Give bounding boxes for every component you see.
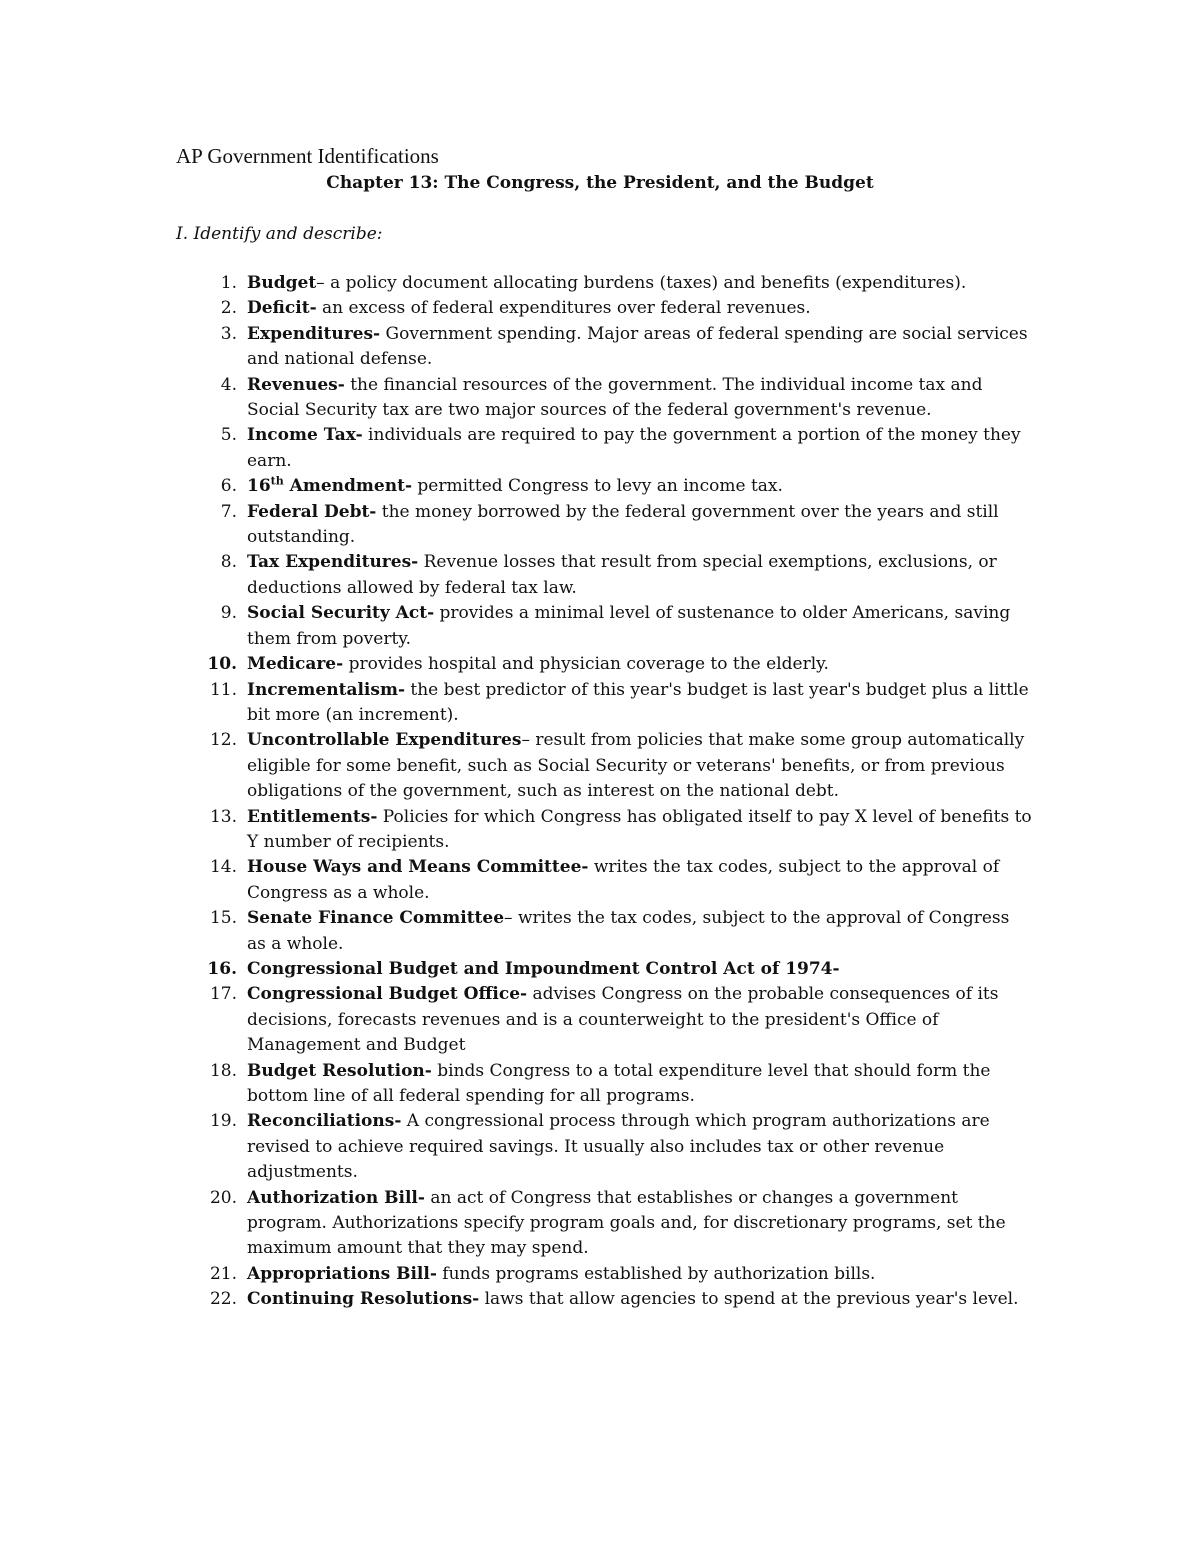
item-term: Incrementalism- bbox=[247, 679, 405, 700]
item-number: 5. bbox=[220, 425, 237, 446]
list-item bbox=[0, 474, 1200, 499]
document-title: AP Government Identifications bbox=[176, 144, 439, 168]
item-number: 12. bbox=[209, 730, 237, 751]
item-term: Revenues- bbox=[247, 374, 345, 395]
item-number: 11. bbox=[209, 679, 237, 700]
item-term: Expenditures- bbox=[247, 323, 381, 344]
item-number: 6. bbox=[220, 476, 237, 497]
list-item bbox=[0, 373, 1200, 424]
list-item bbox=[0, 1059, 1200, 1110]
list-item bbox=[0, 296, 1200, 321]
list-item bbox=[0, 982, 1200, 1058]
item-description: – result from policies that make some group automatically eligible for some benefit, such as Social Security or veterans' benefits, or from previous obligations of the government, such as interest on the national debt. bbox=[247, 730, 1025, 802]
item-description: an act of Congress that establishes or changes a government program. Authorizations specify program goals and, for discretionary programs, set the maximum amount that they may spend. bbox=[247, 1187, 1006, 1259]
item-term: Senate Finance Committee bbox=[247, 908, 505, 929]
list-item bbox=[0, 322, 1200, 373]
item-description: Revenue losses that result from special exemptions, exclusions, or deductions allowed by federal tax law. bbox=[247, 552, 997, 598]
item-number: 17. bbox=[209, 984, 237, 1005]
list-item bbox=[0, 855, 1200, 906]
item-term: House Ways and Means Committee- bbox=[247, 857, 589, 878]
item-number: 16. bbox=[207, 958, 237, 979]
list-item bbox=[0, 601, 1200, 652]
item-description: Policies for which Congress has obligated itself to pay X level of benefits to Y number of recipients. bbox=[247, 806, 1032, 852]
item-number: 1. bbox=[220, 273, 237, 293]
list-item bbox=[0, 271, 1200, 296]
item-term: Federal Debt- bbox=[247, 501, 377, 522]
item-number: 10. bbox=[207, 654, 237, 675]
item-term: Social Security Act- bbox=[247, 603, 435, 624]
item-description: provides hospital and physician coverage to the elderly. bbox=[343, 654, 829, 675]
item-number: 15. bbox=[209, 908, 237, 929]
item-term: Entitlements- bbox=[247, 806, 378, 827]
list-item bbox=[0, 500, 1200, 551]
list-item bbox=[0, 1186, 1200, 1262]
item-number: 19. bbox=[209, 1111, 237, 1132]
chapter-heading: Chapter 13: The Congress, the President, and the Budget bbox=[326, 173, 874, 193]
item-number: 21. bbox=[209, 1263, 237, 1284]
item-description: A congressional process through which program authorizations are revised to achieve required savings. It usually also includes tax or other revenue adjustments. bbox=[247, 1111, 990, 1183]
item-number: 4. bbox=[220, 374, 237, 395]
item-term: Reconciliations- bbox=[247, 1111, 402, 1132]
item-description: advises Congress on the probable consequences of its decisions, forecasts revenues and is a counterweight to the president's Office of Management and Budget bbox=[247, 984, 999, 1056]
item-term: Continuing Resolutions- bbox=[247, 1289, 480, 1310]
item-description: provides a minimal level of sustenance to older Americans, saving them from poverty. bbox=[247, 603, 1011, 649]
item-term: Authorization Bill- bbox=[247, 1187, 425, 1208]
list-item bbox=[0, 1287, 1200, 1312]
item-term: Uncontrollable Expenditures bbox=[247, 730, 522, 751]
item-term: Congressional Budget Office- bbox=[247, 984, 528, 1005]
list-item bbox=[0, 423, 1200, 474]
item-number: 2. bbox=[220, 298, 237, 319]
item-number: 20. bbox=[209, 1187, 237, 1208]
item-term: Budget bbox=[247, 273, 317, 293]
list-item bbox=[0, 678, 1200, 729]
item-term: 16th Amendment- bbox=[247, 474, 412, 497]
item-description: the financial resources of the government. The individual income tax and Social Security tax are two major sources of the federal government's revenue. bbox=[247, 374, 983, 421]
item-term: Tax Expenditures- bbox=[247, 552, 419, 573]
item-description: the best predictor of this year's budget is last year's budget plus a little bit more (an increment). bbox=[247, 679, 1029, 725]
list-item bbox=[0, 906, 1200, 957]
terms-list bbox=[0, 271, 1200, 1313]
list-item bbox=[0, 805, 1200, 856]
item-description: the money borrowed by the federal government over the years and still outstanding. bbox=[247, 501, 999, 548]
list-item bbox=[0, 728, 1200, 804]
item-description: an excess of federal expenditures over federal revenues. bbox=[316, 298, 811, 319]
section-heading: I. Identify and describe: bbox=[176, 224, 383, 244]
item-number: 3. bbox=[220, 323, 237, 344]
item-description: individuals are required to pay the government a portion of the money they earn. bbox=[247, 425, 1021, 471]
list-item bbox=[0, 957, 1200, 982]
item-term: Congressional Budget and Impoundment Control Act of 1974- bbox=[247, 958, 840, 979]
item-term: Budget Resolution- bbox=[247, 1060, 432, 1081]
list-item bbox=[0, 550, 1200, 601]
list-item bbox=[0, 1262, 1200, 1287]
item-term-superscript: th bbox=[270, 474, 284, 488]
list-item bbox=[0, 1109, 1200, 1185]
item-description: – writes the tax codes, subject to the approval of Congress as a whole. bbox=[247, 908, 1010, 954]
item-description: laws that allow agencies to spend at the previous year's level. bbox=[479, 1289, 1019, 1310]
item-description: binds Congress to a total expenditure level that should form the bottom line of all federal spending for all programs. bbox=[247, 1060, 991, 1106]
item-description: – a policy document allocating burdens (taxes) and benefits (expenditures). bbox=[316, 273, 967, 293]
item-description: Government spending. Major areas of federal spending are social services and national defense. bbox=[247, 323, 1028, 370]
item-term: Medicare- bbox=[247, 654, 344, 675]
item-number: 18. bbox=[209, 1060, 237, 1081]
item-term: Income Tax- bbox=[247, 425, 363, 446]
item-description: permitted Congress to levy an income tax. bbox=[412, 476, 783, 497]
item-number: 14. bbox=[209, 857, 237, 878]
item-number: 13. bbox=[209, 806, 237, 827]
item-term: Deficit- bbox=[247, 298, 317, 319]
item-description: funds programs established by authorization bills. bbox=[436, 1263, 876, 1284]
item-number: 9. bbox=[220, 603, 237, 624]
item-number: 8. bbox=[220, 552, 237, 573]
item-number: 22. bbox=[209, 1289, 237, 1310]
item-number: 7. bbox=[220, 501, 237, 522]
item-description: writes the tax codes, subject to the approval of Congress as a whole. bbox=[247, 857, 1000, 903]
list-item bbox=[0, 652, 1200, 677]
item-term: Appropriations Bill- bbox=[247, 1263, 437, 1284]
